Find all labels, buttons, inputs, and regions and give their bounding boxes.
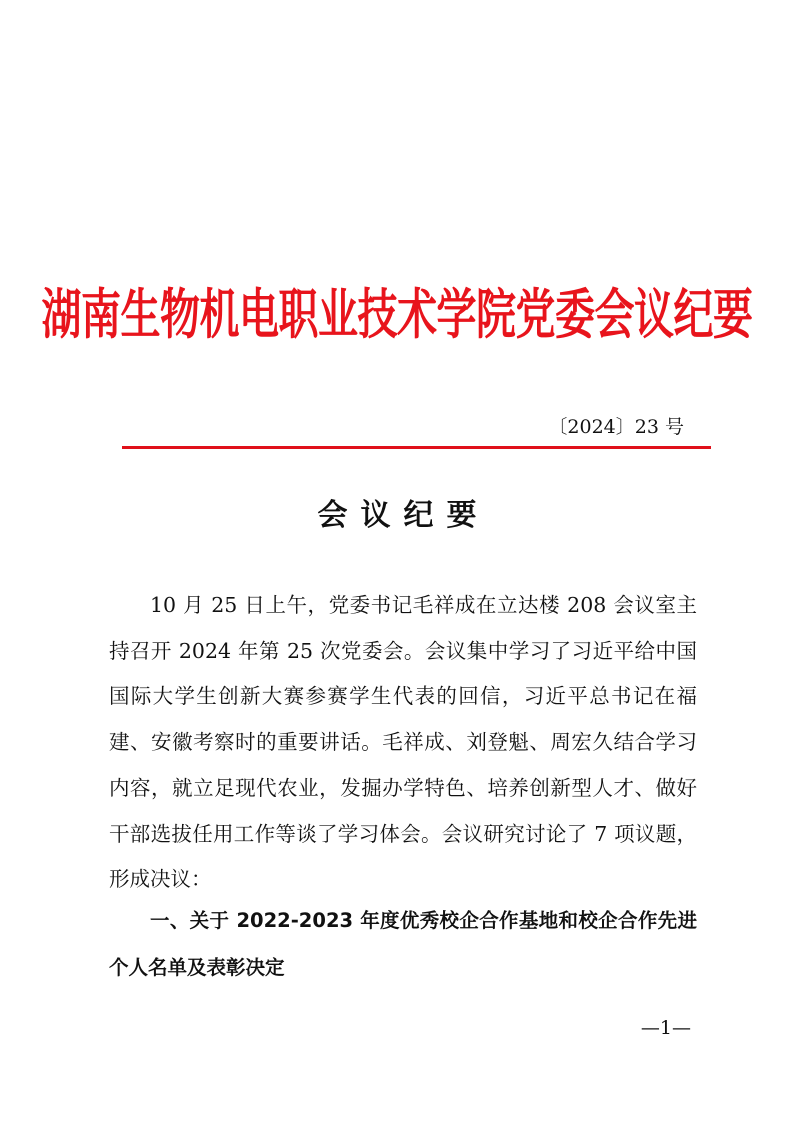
document-number: 〔2024〕23 号 (548, 416, 684, 438)
header-red-rule (122, 446, 711, 449)
section-heading: 会议纪要 (317, 498, 490, 533)
document-header-title: 湖南生物机电职业技术学院党委会议纪要 (41, 282, 753, 347)
agenda-item-heading: 一、关于 2022-2023 年度优秀校企合作基地和校企合作先进个人名单及表彰决定 (109, 909, 697, 979)
page-number: —1— (640, 1017, 691, 1039)
body-paragraph: 10 月 25 日上午，党委书记毛祥成在立达楼 208 会议室主持召开 2024 年第 25 次党委会。会议集中学习了习近平给中国国际大学生创新大赛参赛学生代表的回信，习近平总书记在福建、安徽考察时的重要讲话。毛祥成、刘登魁、周宏久结合学习内容，就立足现代农业，发掘办学特色、培养创新型人才、做好干部选拔任用工作等谈了学习体会。会议研究讨论了 7 项议题，形成决议： (109, 593, 697, 892)
